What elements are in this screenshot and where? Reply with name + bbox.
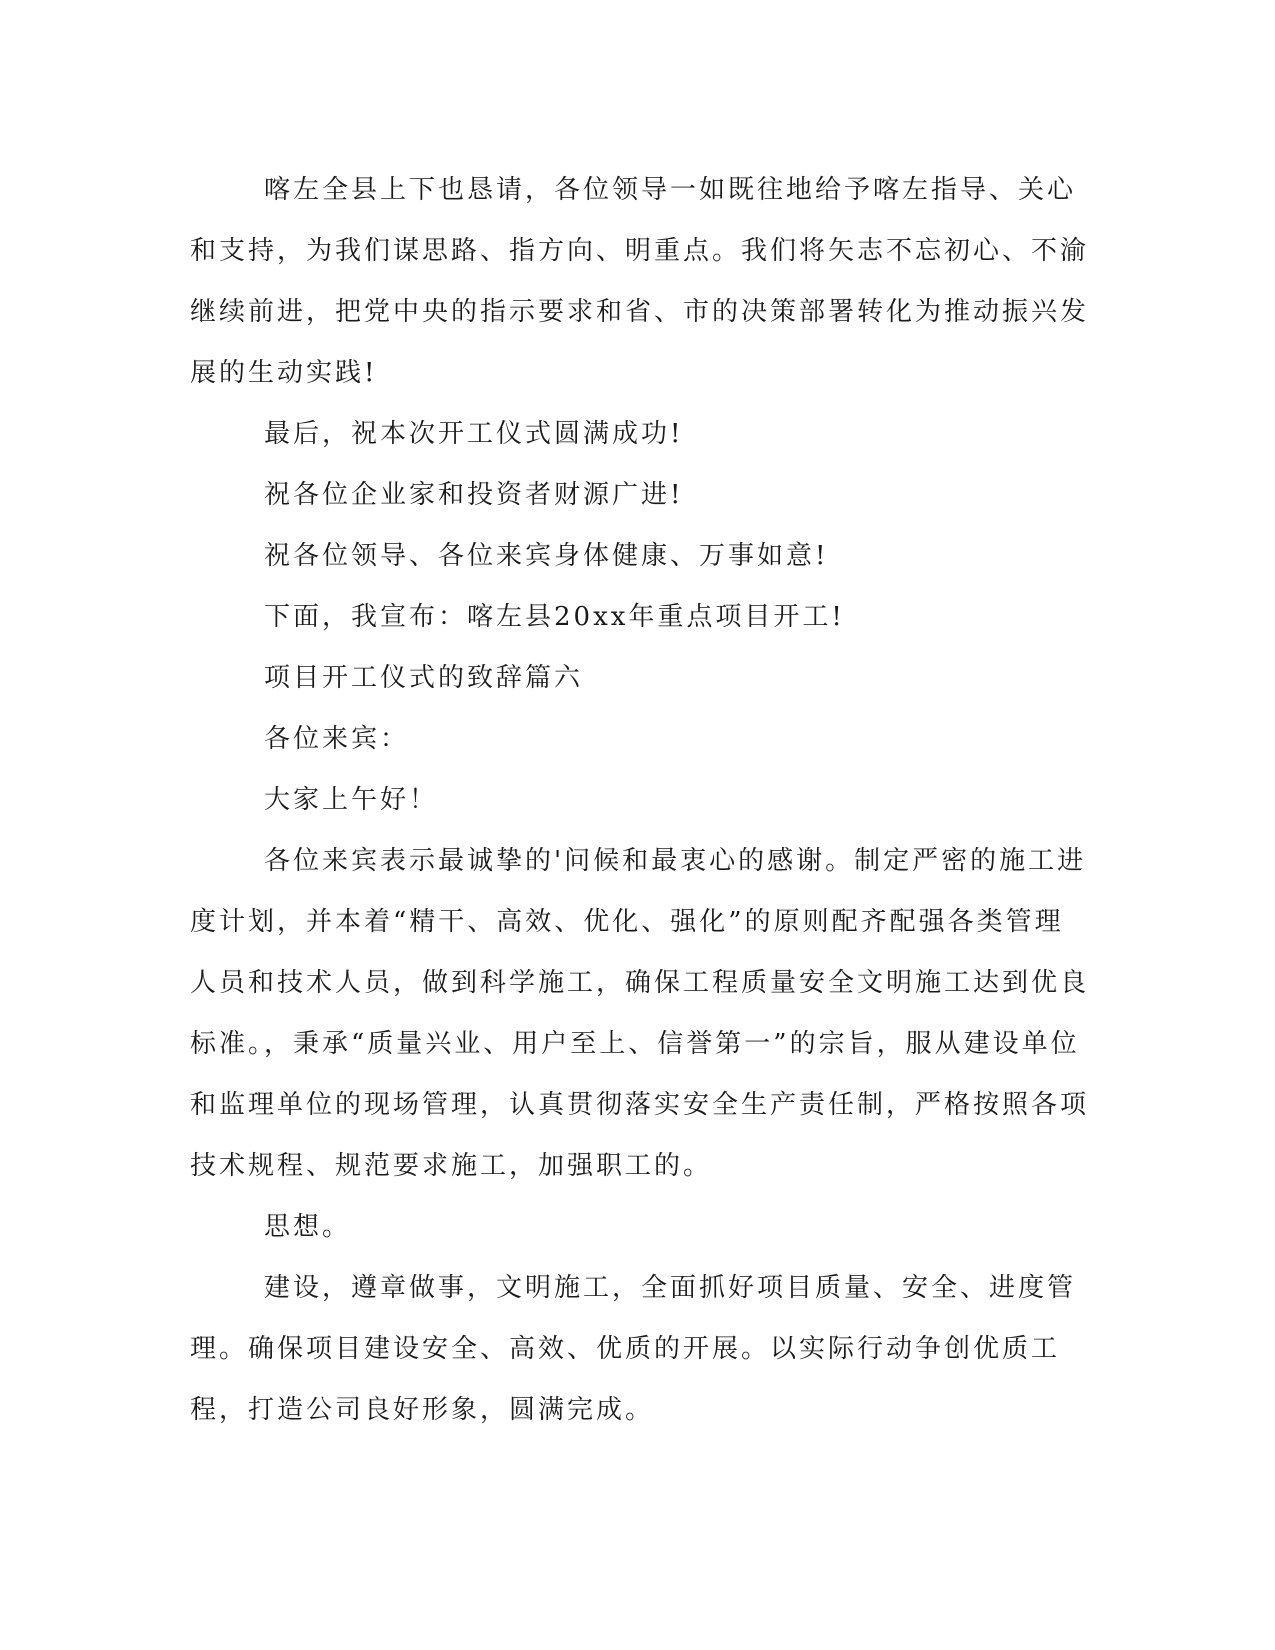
paragraph-announcement: 下面，我宣布：喀左县20xx年重点项目开工! bbox=[264, 602, 845, 632]
paragraph-construction: 建设，遵章做事，文明施工，全面抓好项目质量、安全、进度管理。确保项目建设安全、高效、优质的开展。以实际行动争创优质工程，打造公司良好形象，圆满完成。 bbox=[190, 1273, 1077, 1425]
paragraph-wish-investors: 祝各位企业家和投资者财源广进! bbox=[264, 480, 684, 510]
document-body bbox=[190, 160, 1090, 1441]
paragraph-salutation: 各位来宾： bbox=[264, 724, 410, 754]
paragraph-wish-guests: 祝各位领导、各位来宾身体健康、万事如意! bbox=[264, 541, 829, 571]
paragraph-greeting: 大家上午好！ bbox=[264, 785, 439, 815]
paragraph-appeal: 喀左全县上下也恳请，各位领导一如既往地给予喀左指导、关心和支持，为我们谋思路、指方向、明重点。我们将矢志不忘初心、不渝继续前进，把党中央的指示要求和省、市的决策部署转化为推动振兴发展的生动实践! bbox=[190, 175, 1090, 388]
paragraph-wish-ceremony: 最后，祝本次开工仪式圆满成功! bbox=[264, 419, 684, 449]
section-title: 项目开工仪式的致辞篇六 bbox=[264, 663, 584, 693]
paragraph-thanks-plan: 各位来宾表示最诚挚的'问候和最衷心的感谢。制定严密的施工进度计划，并本着“精干、高效、优化、强化”的原则配齐配强各类管理人员和技术人员，做到科学施工，确保工程质量安全文明施工达到优良标准。，秉承“质量兴业、用户至上、信誉第一”的宗旨，服从建设单位和监理单位的现场管理，认真贯彻落实安全生产责任制，严格按照各项技术规程、规范要求施工，加强职工的。 bbox=[190, 846, 1090, 1181]
paragraph-thought: 思想。 bbox=[264, 1212, 352, 1242]
